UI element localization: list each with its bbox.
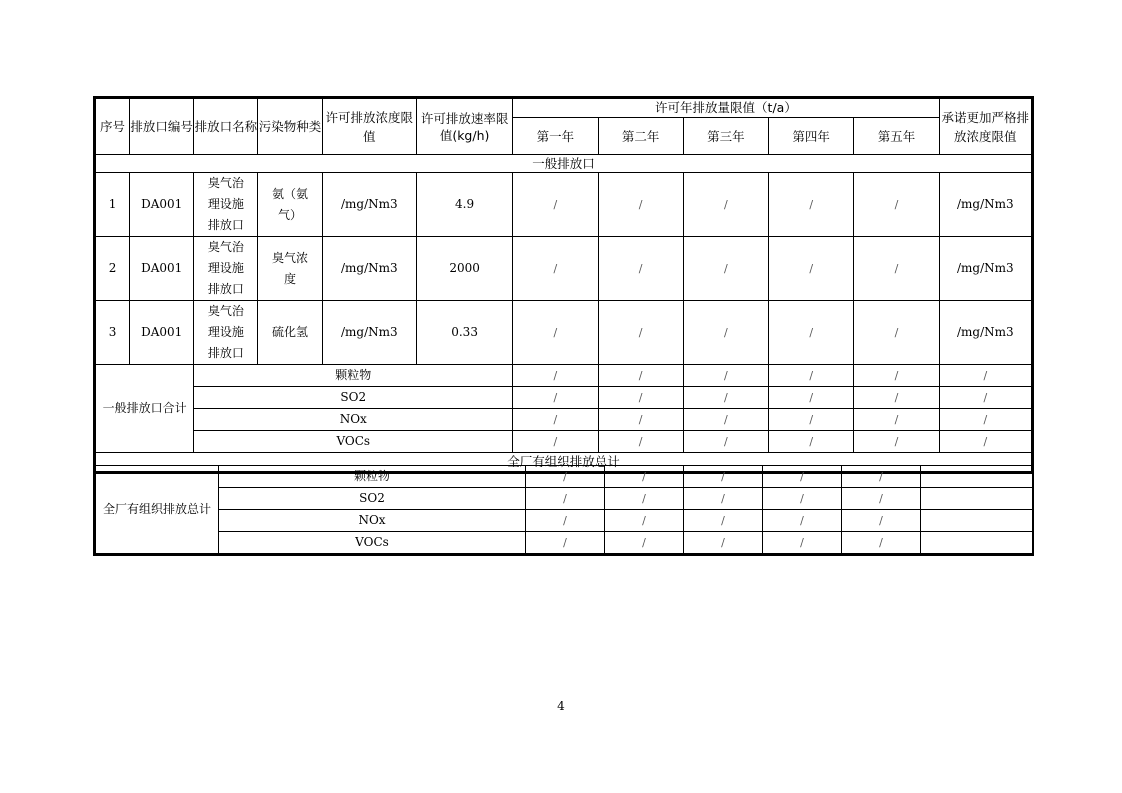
row-year-3: / [683,173,768,237]
header-year-5: 第五年 [854,118,939,155]
plant-total-year-1: / [526,488,605,510]
plant-total-year-2: / [605,488,684,510]
total-year-2: / [598,387,683,409]
permit-table [93,96,1034,474]
plant-total-stricter [921,466,1033,488]
table-row [96,365,1032,387]
row-pollutant: 臭气浓度 [258,237,322,301]
row-seq: 3 [96,301,130,365]
row-year-2: / [598,237,683,301]
section-plant-total: 全厂有组织排放总计 [96,453,1032,472]
row-pollutant: 硫化氢 [258,301,322,365]
total-year-4: / [769,431,854,453]
plant-total-year-3: / [684,488,763,510]
header-year-4: 第四年 [769,118,854,155]
total-item: NOx [194,409,513,431]
plant-total-item: NOx [219,510,526,532]
row-seq: 1 [96,173,130,237]
header-year-1: 第一年 [513,118,598,155]
table-row [96,409,1032,431]
general-total-label: 一般排放口合计 [96,365,194,453]
total-item: VOCs [194,431,513,453]
plant-total-item: VOCs [219,532,526,554]
table-row [96,488,1033,510]
row-outlet-name: 臭气治理设施排放口 [194,237,258,301]
table-row [96,387,1032,409]
row-year-3: / [683,237,768,301]
row-year-3: / [683,301,768,365]
plant-total-year-2: / [605,510,684,532]
total-year-3: / [683,365,768,387]
plant-total-year-4: / [763,488,842,510]
total-year-5: / [854,409,939,431]
total-stricter: / [939,431,1031,453]
row-outlet-name: 臭气治理设施排放口 [194,173,258,237]
header-rate-limit: 许可排放速率限值(kg/h) [416,99,512,155]
total-year-1: / [513,431,598,453]
row-outlet-code: DA001 [130,301,194,365]
plant-total-label: 全厂有组织排放总计 [96,466,219,554]
row-year-4: / [769,173,854,237]
plant-total-year-3: / [684,532,763,554]
plant-total-year-2: / [605,532,684,554]
plant-total-year-3: / [684,510,763,532]
row-stricter-limit: /mg/Nm3 [939,301,1031,365]
row-year-4: / [769,237,854,301]
header-year-2: 第二年 [598,118,683,155]
row-conc-limit: /mg/Nm3 [322,237,416,301]
table-row [96,466,1033,488]
total-year-4: / [769,387,854,409]
table-row [96,173,1032,237]
header-year-3: 第三年 [683,118,768,155]
row-year-1: / [513,173,598,237]
total-stricter: / [939,365,1031,387]
table-row [96,301,1032,365]
row-year-4: / [769,301,854,365]
total-year-4: / [769,409,854,431]
total-stricter: / [939,387,1031,409]
section-general-outlets: 一般排放口 [96,155,1032,173]
row-outlet-code: DA001 [130,173,194,237]
total-stricter: / [939,409,1031,431]
plant-total-year-1: / [526,510,605,532]
table-row [96,431,1032,453]
plant-total-year-3: / [684,466,763,488]
plant-total-stricter [921,510,1033,532]
row-rate-limit: 2000 [416,237,512,301]
header-conc-limit: 许可排放浓度限值 [322,99,416,155]
row-year-5: / [854,173,939,237]
row-year-5: / [854,237,939,301]
row-year-2: / [598,173,683,237]
header-stricter-limit: 承诺更加严格排放浓度限值 [939,99,1031,155]
row-rate-limit: 4.9 [416,173,512,237]
total-year-1: / [513,365,598,387]
plant-total-stricter [921,532,1033,554]
plant-total-item: SO2 [219,488,526,510]
plant-total-stricter [921,488,1033,510]
total-item: SO2 [194,387,513,409]
total-year-2: / [598,365,683,387]
row-outlet-code: DA001 [130,237,194,301]
row-outlet-name: 臭气治理设施排放口 [194,301,258,365]
plant-total-year-4: / [763,466,842,488]
plant-total-item: 颗粒物 [219,466,526,488]
row-year-1: / [513,237,598,301]
plant-total-year-4: / [763,510,842,532]
total-year-2: / [598,431,683,453]
plant-total-year-5: / [842,510,921,532]
table-row [96,510,1033,532]
row-year-5: / [854,301,939,365]
total-year-3: / [683,387,768,409]
header-seq: 序号 [96,99,130,155]
header-outlet-name: 排放口名称 [194,99,258,155]
row-year-1: / [513,301,598,365]
total-year-1: / [513,387,598,409]
total-item: 颗粒物 [194,365,513,387]
row-rate-limit: 0.33 [416,301,512,365]
row-stricter-limit: /mg/Nm3 [939,173,1031,237]
plant-total-year-5: / [842,532,921,554]
header-pollutant: 污染物种类 [258,99,322,155]
plant-total-year-1: / [526,466,605,488]
total-year-4: / [769,365,854,387]
table-row [96,237,1032,301]
plant-total-year-5: / [842,488,921,510]
total-year-1: / [513,409,598,431]
table-row [96,532,1033,554]
row-year-2: / [598,301,683,365]
total-year-5: / [854,365,939,387]
plant-total-year-2: / [605,466,684,488]
row-stricter-limit: /mg/Nm3 [939,237,1031,301]
total-year-2: / [598,409,683,431]
plant-total-year-5: / [842,466,921,488]
header-annual-limit: 许可年排放量限值（t/a） [513,99,939,118]
header-outlet-code: 排放口编号 [130,99,194,155]
plant-total-year-4: / [763,532,842,554]
plant-total-year-1: / [526,532,605,554]
row-pollutant: 氨（氨气） [258,173,322,237]
total-year-3: / [683,431,768,453]
row-conc-limit: /mg/Nm3 [322,301,416,365]
row-seq: 2 [96,237,130,301]
total-year-5: / [854,431,939,453]
total-year-3: / [683,409,768,431]
page-number: 4 [557,699,565,713]
row-conc-limit: /mg/Nm3 [322,173,416,237]
total-year-5: / [854,387,939,409]
plant-total-table [93,465,1034,556]
